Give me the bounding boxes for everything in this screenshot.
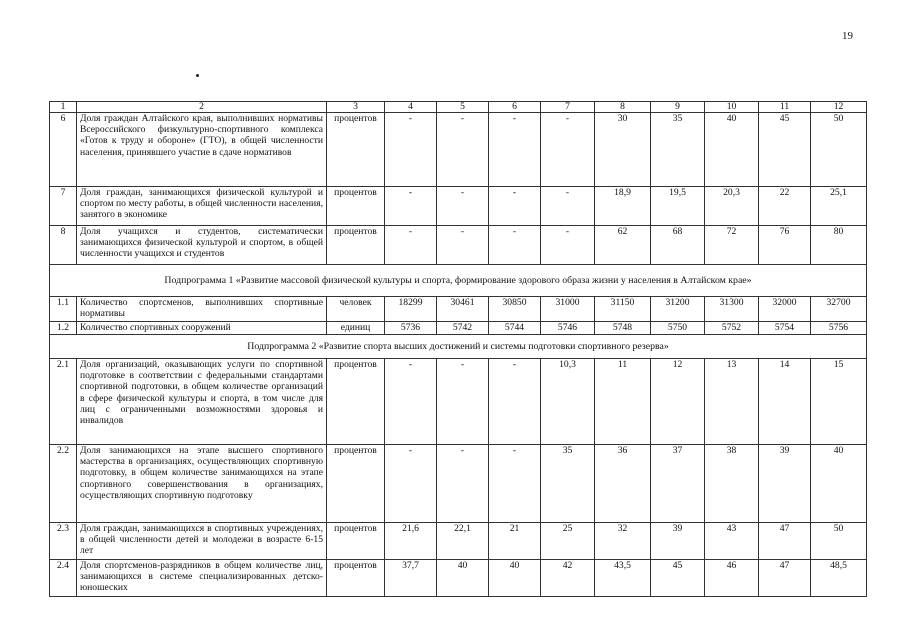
value-cell: 5744: [489, 322, 541, 335]
value-cell: 35: [541, 445, 595, 523]
value-cell: 80: [811, 226, 867, 265]
value-cell: 42: [541, 560, 595, 597]
value-cell: 31200: [651, 297, 705, 322]
value-cell: -: [385, 226, 437, 265]
table-row: [50, 523, 867, 560]
value-cell: 48,5: [811, 560, 867, 597]
value-cell: 50: [811, 523, 867, 560]
header-cell: 4: [385, 102, 437, 113]
value-cell: -: [385, 113, 437, 187]
value-cell: 32700: [811, 297, 867, 322]
value-cell: 31000: [541, 297, 595, 322]
value-cell: 30: [595, 113, 651, 187]
value-cell: 38: [705, 445, 759, 523]
column-number-row: [50, 102, 867, 113]
value-cell: 5756: [811, 322, 867, 335]
value-cell: 11: [595, 359, 651, 445]
value-cell: -: [489, 187, 541, 226]
value-cell: 5754: [759, 322, 811, 335]
header-cell: 10: [705, 102, 759, 113]
subprogram-title: Подпрограмма 1 «Развитие массовой физической культуры и спорта, формирование здорового образа жизни у населения в Алтайском крае»: [50, 265, 867, 297]
header-cell: 8: [595, 102, 651, 113]
table-row: [50, 359, 867, 445]
row-number: 8: [50, 226, 77, 265]
value-cell: 5742: [437, 322, 489, 335]
unit-cell: процентов: [327, 187, 385, 226]
value-cell: 10,3: [541, 359, 595, 445]
unit-cell: процентов: [327, 523, 385, 560]
header-cell: 7: [541, 102, 595, 113]
row-number: 1.2: [50, 322, 77, 335]
header-cell: 3: [327, 102, 385, 113]
header-cell: 9: [651, 102, 705, 113]
table-row: [50, 113, 867, 187]
value-cell: -: [437, 113, 489, 187]
unit-cell: процентов: [327, 113, 385, 187]
value-cell: 21,6: [385, 523, 437, 560]
value-cell: -: [541, 187, 595, 226]
value-cell: 43,5: [595, 560, 651, 597]
value-cell: 37,7: [385, 560, 437, 597]
value-cell: -: [541, 226, 595, 265]
value-cell: 68: [651, 226, 705, 265]
value-cell: 30461: [437, 297, 489, 322]
value-cell: 39: [651, 523, 705, 560]
value-cell: 43: [705, 523, 759, 560]
value-cell: 39: [759, 445, 811, 523]
value-cell: -: [437, 187, 489, 226]
value-cell: 47: [759, 523, 811, 560]
value-cell: -: [489, 113, 541, 187]
page-number: 19: [842, 30, 853, 42]
header-cell: 5: [437, 102, 489, 113]
value-cell: -: [385, 187, 437, 226]
row-number: 7: [50, 187, 77, 226]
row-number: 2.3: [50, 523, 77, 560]
value-cell: 62: [595, 226, 651, 265]
table-row: [50, 445, 867, 523]
value-cell: -: [541, 113, 595, 187]
scan-dot: [196, 74, 199, 77]
value-cell: 31300: [705, 297, 759, 322]
indicator-name: Доля учащихся и студентов, систематически занимающихся физической культурой и спортом, в общей численности учащихся и студентов: [77, 226, 327, 265]
row-number: 6: [50, 113, 77, 187]
value-cell: -: [437, 359, 489, 445]
header-cell: 11: [759, 102, 811, 113]
indicators-table: [49, 101, 867, 597]
row-number: 1.1: [50, 297, 77, 322]
unit-cell: процентов: [327, 226, 385, 265]
table-row: [50, 187, 867, 226]
value-cell: 47: [759, 560, 811, 597]
value-cell: 46: [705, 560, 759, 597]
value-cell: 5748: [595, 322, 651, 335]
value-cell: -: [385, 359, 437, 445]
value-cell: -: [489, 359, 541, 445]
indicator-name: Доля граждан, занимающихся в спортивных учреждениях, в общей численности детей и молодежи в возрасте 6-15 лет: [77, 523, 327, 560]
value-cell: 12: [651, 359, 705, 445]
value-cell: 37: [651, 445, 705, 523]
subprogram-row: [50, 335, 867, 359]
value-cell: 76: [759, 226, 811, 265]
value-cell: 36: [595, 445, 651, 523]
indicator-name: Количество спортсменов, выполнивших спортивные нормативы: [77, 297, 327, 322]
indicator-name: Доля граждан, занимающихся физической культурой и спортом по месту работы, в общей численности населения, занятого в экономике: [77, 187, 327, 226]
indicator-name: Количество спортивных сооружений: [77, 322, 327, 335]
indicator-name: Доля спортсменов-разрядников в общем количестве лиц, занимающихся в системе специализированных детско-юношеских: [77, 560, 327, 597]
indicator-name: Доля организаций, оказывающих услуги по спортивной подготовке в соответствии с федеральными стандартами спортивной подготовки, в общем количестве организаций в сфере физической культуры и спорта, в том числе для лиц с ограниченными возможностями здоровья и инвалидов: [77, 359, 327, 445]
value-cell: 5736: [385, 322, 437, 335]
value-cell: 31150: [595, 297, 651, 322]
value-cell: 50: [811, 113, 867, 187]
value-cell: 35: [651, 113, 705, 187]
row-number: 2.1: [50, 359, 77, 445]
value-cell: 18299: [385, 297, 437, 322]
value-cell: 13: [705, 359, 759, 445]
value-cell: 20,3: [705, 187, 759, 226]
value-cell: 25,1: [811, 187, 867, 226]
unit-cell: процентов: [327, 359, 385, 445]
unit-cell: единиц: [327, 322, 385, 335]
value-cell: 22,1: [437, 523, 489, 560]
value-cell: 5746: [541, 322, 595, 335]
table-row: [50, 560, 867, 597]
value-cell: 32000: [759, 297, 811, 322]
subprogram-row: [50, 265, 867, 297]
value-cell: 22: [759, 187, 811, 226]
subprogram-title: Подпрограмма 2 «Развитие спорта высших достижений и системы подготовки спортивного резерва»: [50, 335, 867, 359]
value-cell: 40: [489, 560, 541, 597]
value-cell: 25: [541, 523, 595, 560]
value-cell: 45: [759, 113, 811, 187]
value-cell: 19,5: [651, 187, 705, 226]
row-number: 2.2: [50, 445, 77, 523]
value-cell: 5750: [651, 322, 705, 335]
unit-cell: процентов: [327, 560, 385, 597]
indicator-name: Доля занимающихся на этапе высшего спортивного мастерства в организациях, осуществляющих спортивную подготовку, в общем количестве занимающихся на этапе спортивного совершенствования в организациях, осуществляющих спортивную подготовку: [77, 445, 327, 523]
value-cell: -: [489, 226, 541, 265]
table-row: [50, 226, 867, 265]
value-cell: 5752: [705, 322, 759, 335]
value-cell: -: [489, 445, 541, 523]
header-cell: 12: [811, 102, 867, 113]
value-cell: 32: [595, 523, 651, 560]
value-cell: 18,9: [595, 187, 651, 226]
indicator-name: Доля граждан Алтайского края, выполнивших нормативы Всероссийского физкультурно-спортивного комплекса «Готов к труду и обороне» (ГТО), в общей численности населения, принявшего участие в сдаче нормативов: [77, 113, 327, 187]
row-number: 2.4: [50, 560, 77, 597]
value-cell: 40: [437, 560, 489, 597]
value-cell: 40: [811, 445, 867, 523]
value-cell: -: [437, 445, 489, 523]
value-cell: 15: [811, 359, 867, 445]
value-cell: 72: [705, 226, 759, 265]
table-row: [50, 322, 867, 335]
value-cell: 40: [705, 113, 759, 187]
table-row: [50, 297, 867, 322]
value-cell: 45: [651, 560, 705, 597]
value-cell: 30850: [489, 297, 541, 322]
unit-cell: человек: [327, 297, 385, 322]
value-cell: -: [385, 445, 437, 523]
unit-cell: процентов: [327, 445, 385, 523]
header-cell: 2: [77, 102, 327, 113]
value-cell: 21: [489, 523, 541, 560]
header-cell: 1: [50, 102, 77, 113]
value-cell: -: [437, 226, 489, 265]
header-cell: 6: [489, 102, 541, 113]
value-cell: 14: [759, 359, 811, 445]
